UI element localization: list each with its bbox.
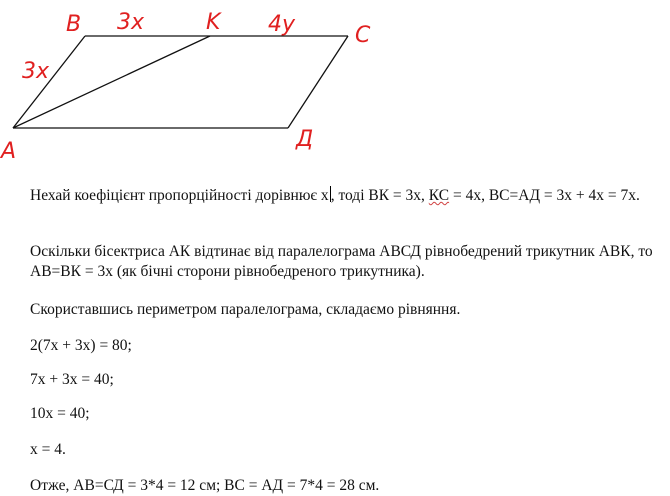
segment-label-kc: 4y xyxy=(268,12,296,37)
setup-text-middle: , тоді ВК = 3х, xyxy=(330,187,429,204)
segment-label-ab: 3x xyxy=(22,59,50,84)
setup-text-end: = 4х, ВС=АД = 3х + 4х = 7х. xyxy=(449,187,640,204)
equation-4: х = 4. xyxy=(30,441,66,458)
segment-label-bk: 3x xyxy=(117,10,145,35)
vertex-label-c: C xyxy=(355,23,371,48)
side-cd xyxy=(288,36,348,128)
vertex-label-a: A xyxy=(1,139,17,164)
vertex-label-d: Д xyxy=(296,127,314,152)
vertex-label-k: K xyxy=(206,10,221,35)
paragraph-bisector: Оскільки бісектриса АК відтинає від паралелограма АВСД рівнобедрений трикутник АВК, то АВ=ВК = 3х (як бічні сторони рівнобедреного трикутника). xyxy=(30,243,653,280)
equation-3: 10х = 40; xyxy=(30,405,90,422)
spellcheck-word-kc: КС xyxy=(428,187,450,204)
paragraph-answer: Отже, АВ=СД = 3*4 = 12 см; ВС = АД = 7*4 = 28 см. xyxy=(30,477,380,494)
setup-text-start: Нехай коефіцієнт пропорційності дорівнює х xyxy=(30,187,329,204)
equation-2: 7х + 3х = 40; xyxy=(30,371,114,388)
paragraph-setup xyxy=(30,186,640,206)
parallelogram-figure xyxy=(0,0,670,170)
paragraph-perimeter: Скориставшись периметром паралелограма, складаємо рівняння. xyxy=(30,301,461,318)
equation-1: 2(7х + 3х) = 80; xyxy=(30,337,132,354)
vertex-label-b: B xyxy=(66,12,82,37)
